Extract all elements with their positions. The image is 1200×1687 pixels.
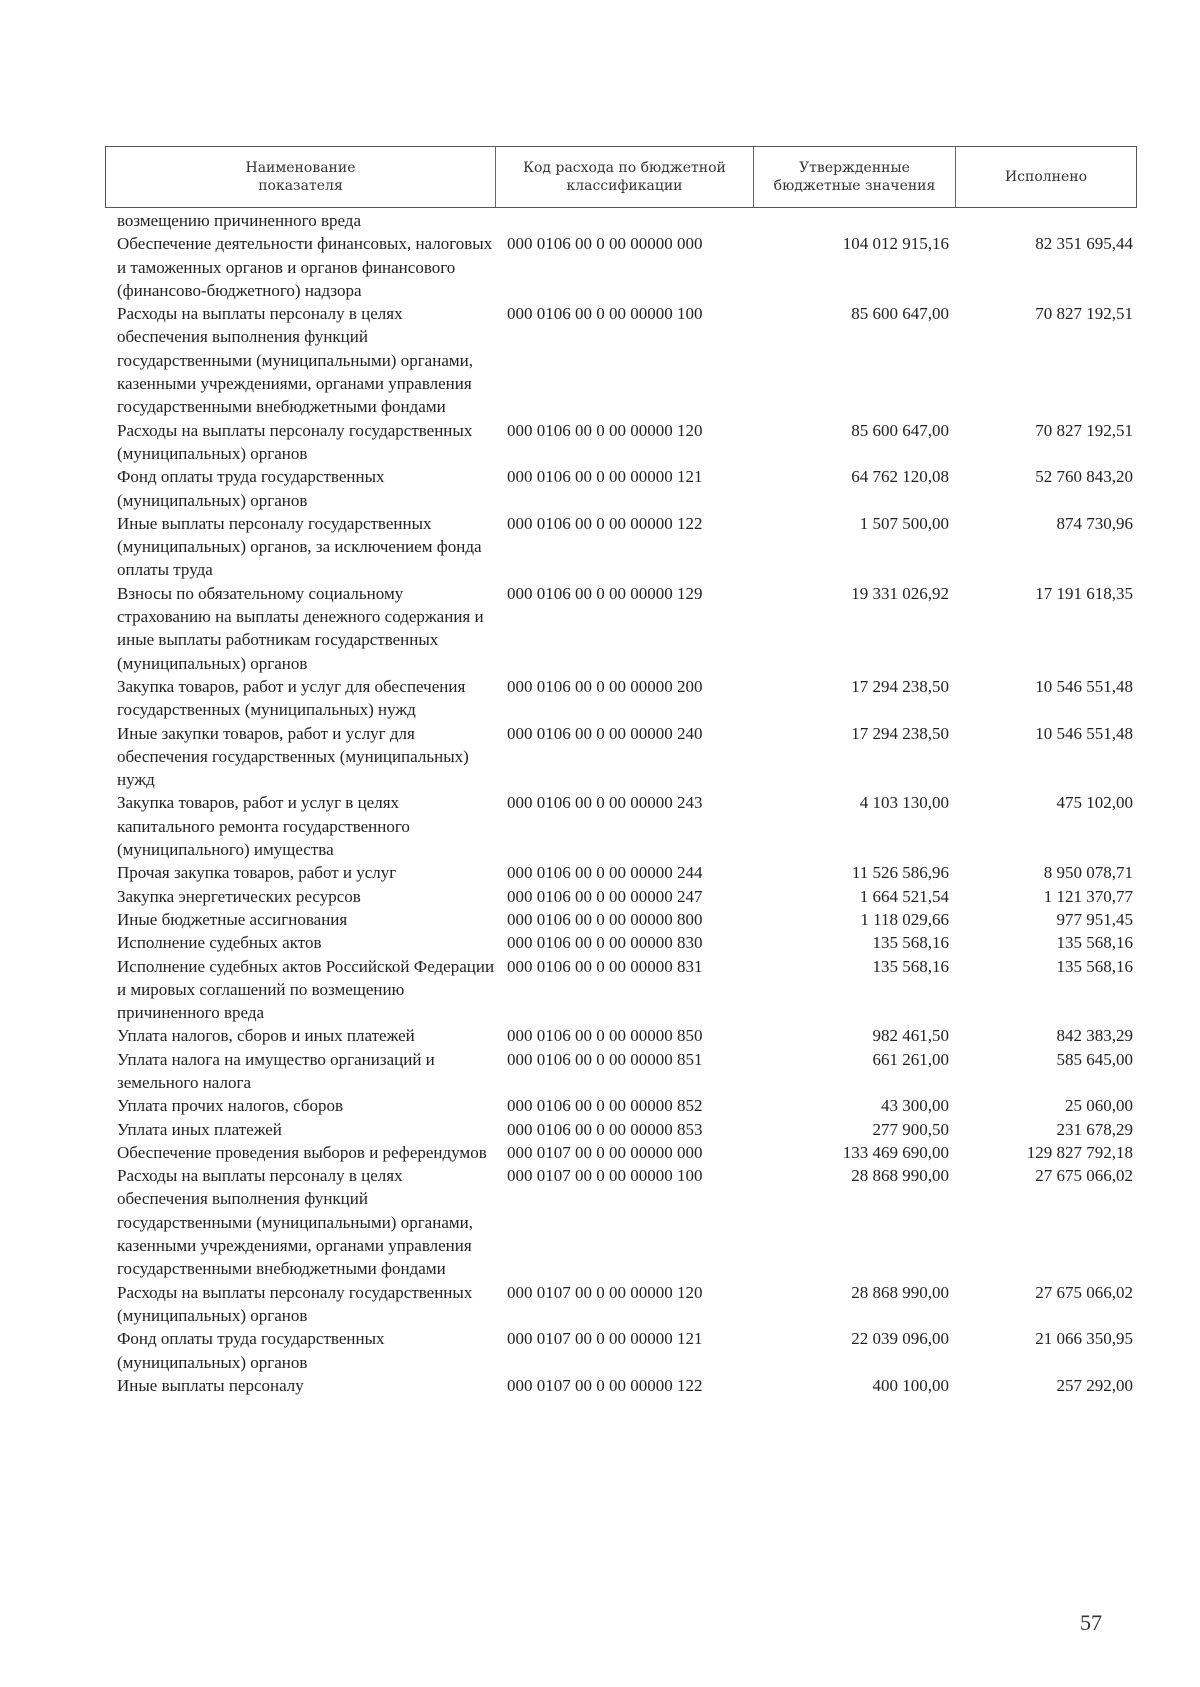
row-approved: 17 294 238,50 — [851, 723, 949, 743]
row-code: 000 0106 00 0 00 00000 852 — [507, 1096, 703, 1116]
table-header — [105, 146, 1137, 208]
header-code: Код расхода по бюджетной классификации — [496, 147, 754, 207]
row-name: Обеспечение деятельности финансовых, налоговых и таможенных органов и органов финансового (финансово-бюджетного) надзора — [117, 234, 493, 300]
table-row — [117, 302, 1137, 418]
row-code: 000 0106 00 0 00 00000 240 — [507, 723, 703, 743]
table-row — [117, 885, 1137, 908]
row-name: Исполнение судебных актов Российской Федерации и мировых соглашений по возмещению причиненного вреда — [117, 956, 495, 1023]
row-executed: 27 675 066,02 — [1035, 1166, 1133, 1186]
row-code: 000 0107 00 0 00 00000 121 — [507, 1329, 703, 1349]
row-name: Уплата налога на имущество организаций и земельного налога — [117, 1049, 435, 1092]
table-row — [117, 1374, 1137, 1397]
row-name: Уплата налогов, сборов и иных платежей — [117, 1026, 415, 1046]
table-row — [117, 955, 1137, 1025]
row-name: Уплата прочих налогов, сборов — [117, 1096, 343, 1116]
row-name: Иные бюджетные ассигнования — [117, 909, 348, 929]
table-row — [117, 1164, 1137, 1280]
row-code: 000 0106 00 0 00 00000 800 — [507, 909, 703, 929]
row-executed: 129 827 792,18 — [1026, 1142, 1133, 1162]
row-name: Расходы на выплаты персоналу в целях обеспечения выполнения функций государственными (муниципальными) органами, казенными учреждениями, органами управления государственными внебюджетными фондами — [117, 304, 473, 417]
row-approved: 43 300,00 — [881, 1096, 949, 1116]
table-row — [117, 1281, 1137, 1328]
row-executed: 52 760 843,20 — [1035, 467, 1133, 487]
table-row — [117, 1094, 1137, 1117]
row-executed: 135 568,16 — [1056, 933, 1133, 953]
row-executed: 70 827 192,51 — [1035, 304, 1133, 324]
row-approved: 982 461,50 — [872, 1026, 949, 1046]
row-executed: 10 546 551,48 — [1035, 723, 1133, 743]
header-name: Наименование показателя — [106, 147, 496, 207]
row-executed: 874 730,96 — [1056, 513, 1133, 533]
row-approved: 1 507 500,00 — [859, 513, 949, 533]
row-approved: 22 039 096,00 — [851, 1329, 949, 1349]
row-code: 000 0107 00 0 00 00000 000 — [507, 1142, 703, 1162]
row-code: 000 0106 00 0 00 00000 830 — [507, 933, 703, 953]
row-code: 000 0106 00 0 00 00000 850 — [507, 1026, 703, 1046]
row-executed: 231 678,29 — [1056, 1119, 1133, 1139]
row-approved: 135 568,16 — [872, 933, 949, 953]
row-approved: 85 600 647,00 — [851, 304, 949, 324]
row-code: 000 0107 00 0 00 00000 122 — [507, 1375, 703, 1395]
row-approved: 17 294 238,50 — [851, 676, 949, 696]
table-row — [117, 232, 1137, 302]
row-approved: 28 868 990,00 — [851, 1282, 949, 1302]
row-executed: 977 951,45 — [1056, 909, 1133, 929]
table-row — [117, 1118, 1137, 1141]
table-row — [117, 675, 1137, 722]
table-body — [117, 209, 1137, 1397]
row-approved: 277 900,50 — [872, 1119, 949, 1139]
row-executed: 257 292,00 — [1056, 1375, 1133, 1395]
row-name: Иные выплаты персоналу государственных (муниципальных) органов, за исключением фонда оплаты труда — [117, 513, 482, 580]
row-name: Закупка энергетических ресурсов — [117, 886, 361, 906]
header-approved: Утвержденные бюджетные значения — [754, 147, 956, 207]
row-code: 000 0106 00 0 00 00000 853 — [507, 1119, 703, 1139]
row-approved: 28 868 990,00 — [851, 1166, 949, 1186]
row-executed: 585 645,00 — [1056, 1049, 1133, 1069]
row-approved: 135 568,16 — [872, 956, 949, 976]
table-row — [117, 791, 1137, 861]
row-name: возмещению причиненного вреда — [117, 211, 361, 230]
row-name: Расходы на выплаты персоналу государственных (муниципальных) органов — [117, 420, 473, 463]
row-executed: 475 102,00 — [1056, 793, 1133, 813]
row-name: Фонд оплаты труда государственных (муниципальных) органов — [117, 467, 385, 510]
row-executed: 25 060,00 — [1065, 1096, 1133, 1116]
row-code: 000 0106 00 0 00 00000 831 — [507, 956, 703, 976]
table-row — [117, 908, 1137, 931]
table-row — [117, 722, 1137, 792]
row-approved: 1 664 521,54 — [859, 886, 949, 906]
table-row — [117, 1048, 1137, 1095]
row-approved: 19 331 026,92 — [851, 583, 949, 603]
row-executed: 82 351 695,44 — [1035, 234, 1133, 254]
row-name: Иные закупки товаров, работ и услуг для обеспечения государственных (муниципальных) нужд — [117, 723, 469, 790]
row-code: 000 0106 00 0 00 00000 851 — [507, 1049, 703, 1069]
table-row — [117, 1327, 1137, 1374]
row-name: Взносы по обязательному социальному страхованию на выплаты денежного содержания и иные выплаты работникам государственных (муниципальных) органов — [117, 583, 484, 673]
row-executed: 21 066 350,95 — [1035, 1329, 1133, 1349]
row-approved: 104 012 915,16 — [842, 234, 949, 254]
row-approved: 4 103 130,00 — [859, 793, 949, 813]
row-code: 000 0106 00 0 00 00000 121 — [507, 467, 703, 487]
row-approved: 661 261,00 — [872, 1049, 949, 1069]
table-row — [117, 582, 1137, 675]
row-name: Иные выплаты персоналу — [117, 1375, 304, 1395]
table-row — [117, 465, 1137, 512]
row-code: 000 0106 00 0 00 00000 122 — [507, 513, 703, 533]
row-name: Расходы на выплаты персоналу в целях обеспечения выполнения функций государственными (муниципальными) органами, казенными учреждениями, органами управления государственными внебюджетными фондами — [117, 1166, 473, 1279]
row-executed: 8 950 078,71 — [1043, 863, 1133, 883]
row-executed: 842 383,29 — [1056, 1026, 1133, 1046]
row-code: 000 0106 00 0 00 00000 100 — [507, 304, 703, 324]
row-code: 000 0106 00 0 00 00000 120 — [507, 420, 703, 440]
row-code: 000 0106 00 0 00 00000 000 — [507, 234, 703, 254]
page-number: 57 — [1080, 1610, 1102, 1635]
table-row — [117, 861, 1137, 884]
header-executed: Исполнено — [1004, 169, 1088, 185]
row-name: Уплата иных платежей — [117, 1119, 282, 1139]
row-approved: 133 469 690,00 — [842, 1142, 949, 1162]
row-executed: 27 675 066,02 — [1035, 1282, 1133, 1302]
table-row — [117, 1141, 1137, 1164]
row-code: 000 0106 00 0 00 00000 243 — [507, 793, 703, 813]
row-approved: 400 100,00 — [872, 1375, 949, 1395]
row-executed: 17 191 618,35 — [1035, 583, 1133, 603]
row-code: 000 0106 00 0 00 00000 247 — [507, 886, 703, 906]
table-row — [117, 209, 1137, 232]
row-name: Расходы на выплаты персоналу государственных (муниципальных) органов — [117, 1282, 473, 1325]
table-row — [117, 512, 1137, 582]
row-approved: 64 762 120,08 — [851, 467, 949, 487]
row-name: Исполнение судебных актов — [117, 933, 322, 953]
row-name: Закупка товаров, работ и услуг для обеспечения государственных (муниципальных) нужд — [117, 676, 466, 720]
row-approved: 85 600 647,00 — [851, 420, 949, 440]
row-name: Обеспечение проведения выборов и референдумов — [117, 1142, 487, 1162]
row-executed: 10 546 551,48 — [1035, 676, 1133, 696]
row-code: 000 0106 00 0 00 00000 129 — [507, 583, 703, 603]
table-row — [117, 1024, 1137, 1047]
row-executed: 135 568,16 — [1056, 956, 1133, 976]
table-row — [117, 419, 1137, 466]
row-approved: 1 118 029,66 — [860, 909, 949, 929]
row-code: 000 0106 00 0 00 00000 244 — [507, 863, 703, 883]
row-approved: 11 526 586,96 — [851, 863, 949, 883]
row-executed: 1 121 370,77 — [1043, 886, 1133, 906]
row-code: 000 0107 00 0 00 00000 120 — [507, 1282, 703, 1302]
table-row — [117, 931, 1137, 954]
row-name: Прочая закупка товаров, работ и услуг — [117, 863, 397, 883]
row-executed: 70 827 192,51 — [1035, 420, 1133, 440]
row-name: Фонд оплаты труда государственных (муниципальных) органов — [117, 1329, 385, 1372]
row-code: 000 0106 00 0 00 00000 200 — [507, 676, 703, 696]
row-code: 000 0107 00 0 00 00000 100 — [507, 1166, 703, 1186]
row-name: Закупка товаров, работ и услуг в целях капитального ремонта государственного (муниципального) имущества — [117, 793, 410, 860]
